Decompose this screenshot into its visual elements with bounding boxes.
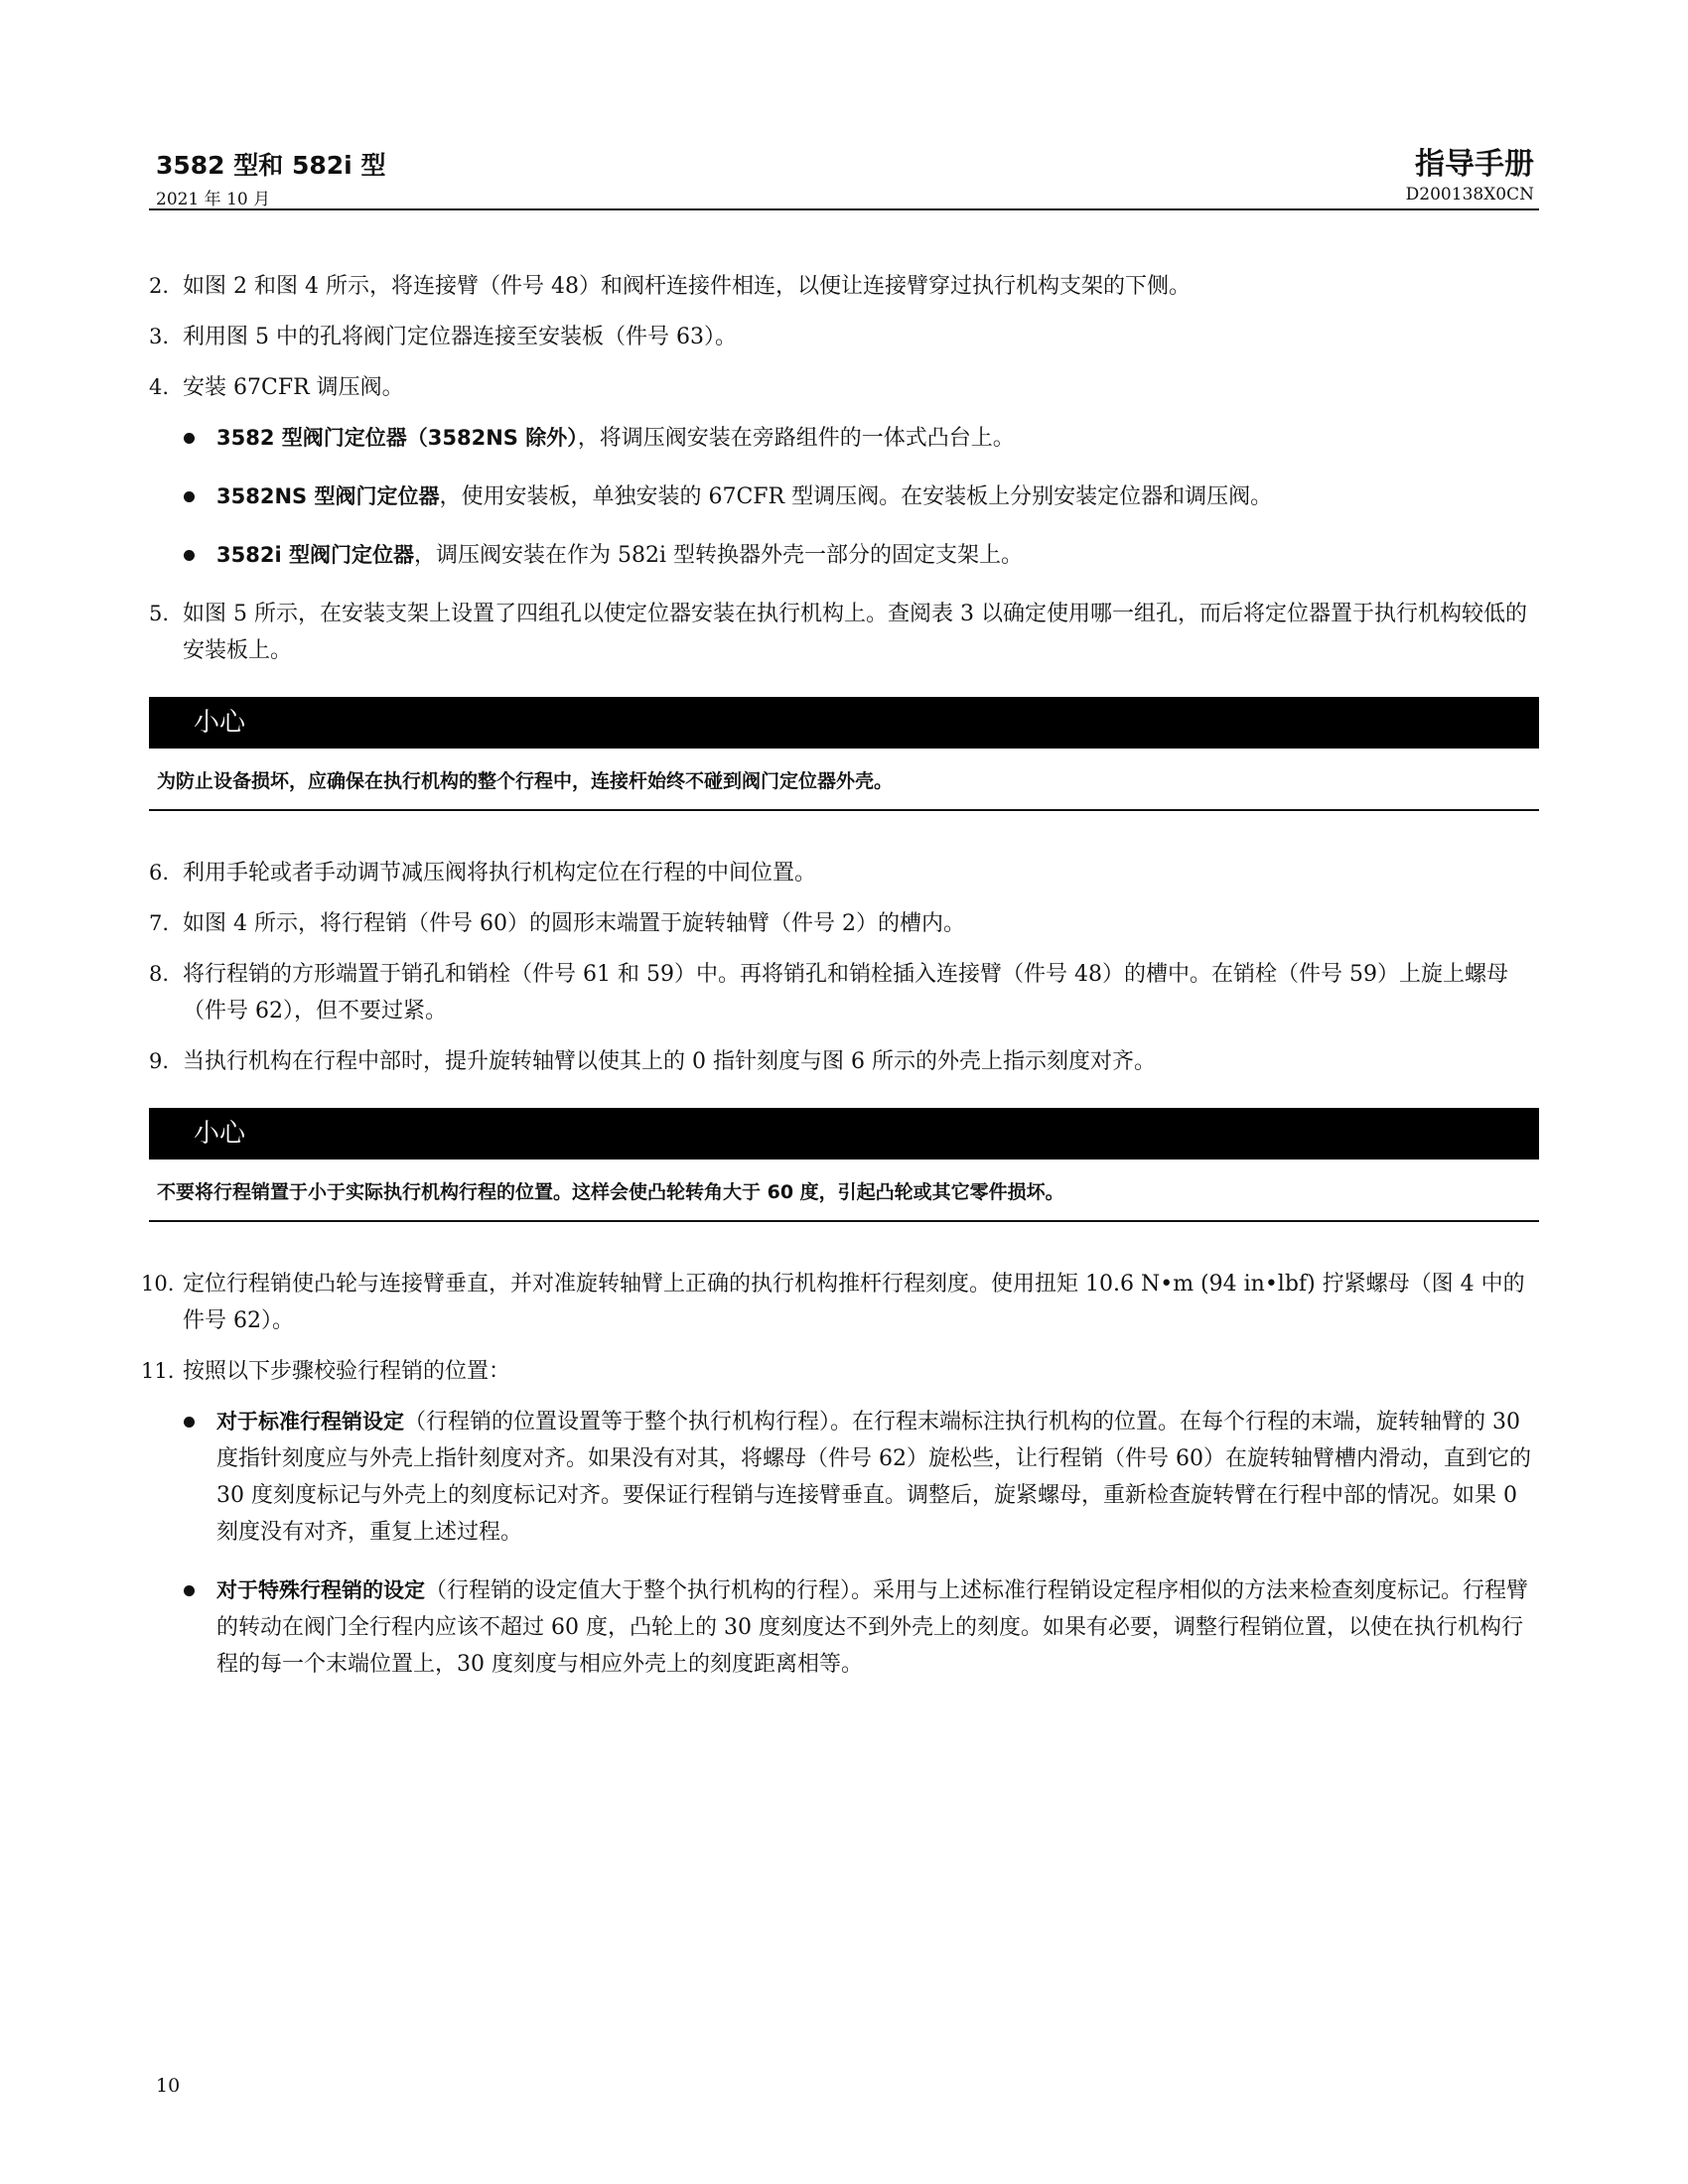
step-text: 当执行机构在行程中部时，提升旋转轴臂以使其上的 0 指针刻度与图 6 所示的外壳上指示刻度对齐。: [183, 1049, 1156, 1074]
step-text: 安装 67CFR 调压阀。: [183, 375, 404, 400]
bullet-text: ，使用安装板，单独安装的 67CFR 型调压阀。在安装板上分别安装定位器和调压阀。: [439, 484, 1273, 509]
bullet-item: [149, 537, 1539, 574]
caution-text: 不要将行程销置于小于实际执行机构行程的位置。这样会使凸轮转角大于 60 度，引起凸轮或其它零件损坏。: [149, 1160, 1539, 1222]
step-text: 将行程销的方形端置于销孔和销栓（件号 61 和 59）中。再将销孔和销栓插入连接臂（件号 48）的槽中。在销栓（件号 59）上旋上螺母（件号 62），但不要过紧。: [183, 962, 1508, 1024]
step-5: [149, 596, 1539, 669]
caution-text: 为防止设备损坏，应确保在执行机构的整个行程中，连接杆始终不碰到阀门定位器外壳。: [149, 749, 1539, 811]
step-4-bullet-list: [149, 420, 1539, 574]
caution-label: 小心: [149, 697, 1539, 749]
step-3: [149, 319, 1539, 355]
step-text: 如图 4 所示，将行程销（件号 60）的圆形末端置于旋转轴臂（件号 2）的槽内。: [183, 911, 965, 936]
bullet-dot-icon: [184, 491, 195, 502]
bullet-text: ，调压阀安装在作为 582i 型转换器外壳一部分的固定支架上。: [413, 543, 1023, 568]
step-text: 利用图 5 中的孔将阀门定位器连接至安装板（件号 63）。: [183, 325, 737, 349]
step-text: 利用手轮或者手动调节减压阀将执行机构定位在行程的中间位置。: [183, 861, 817, 886]
bullet-item: [149, 420, 1539, 457]
header-doc-number: D200138X0CN: [1405, 185, 1534, 205]
bullet-dot-icon: [184, 1585, 195, 1596]
step-number: 7.: [149, 911, 170, 935]
bullet-item: [149, 1404, 1539, 1551]
bullet-text: ，将调压阀安装在旁路组件的一体式凸台上。: [577, 426, 1015, 451]
step-text: 如图 5 所示，在安装支架上设置了四组孔以使定位器安装在执行机构上。查阅表 3 以确定使用哪一组孔，而后将定位器置于执行机构较低的安装板上。: [183, 602, 1527, 663]
header-model-title: 3582 型和 582i 型: [156, 151, 386, 180]
step-7: [149, 905, 1539, 942]
page-number: 10: [156, 2075, 181, 2097]
step-number: 5.: [149, 602, 170, 625]
step-11-bullet-list: [149, 1404, 1539, 1683]
bullet-bold-lead: 3582i 型阀门定位器: [216, 543, 414, 567]
caution-box-2: [149, 1108, 1539, 1222]
step-6: [149, 855, 1539, 891]
bullet-dot-icon: [184, 1417, 195, 1428]
header-manual-title: 指导手册: [1415, 147, 1534, 182]
bullet-bold-lead: 3582 型阀门定位器（3582NS 除外）: [216, 426, 578, 450]
bullet-dot-icon: [184, 550, 195, 561]
step-text: 按照以下步骤校验行程销的位置：: [183, 1359, 511, 1384]
bullet-bold-lead: 3582NS 型阀门定位器: [216, 484, 440, 508]
step-11: [141, 1353, 1539, 1390]
step-number: 10.: [141, 1272, 175, 1296]
header-rule: [149, 208, 1539, 210]
bullet-bold-lead: 对于标准行程销设定: [216, 1410, 404, 1433]
caution-box-1: [149, 697, 1539, 811]
step-text: 如图 2 和图 4 所示，将连接臂（件号 48）和阀杆连接件相连，以便让连接臂穿过执行机构支架的下侧。: [183, 274, 1191, 299]
bullet-item: [149, 478, 1539, 515]
bullet-text: （行程销的设定值大于整个执行机构的行程）。采用与上述标准行程销设定程序相似的方法来检查刻度标记。行程臂的转动在阀门全行程内应该不超过 60 度，凸轮上的 30 度刻度达不到外壳上的刻度。如果有必要，调整行程销位置，以使在执行机构行程的每一个末端位置上，30 度刻度与相应外壳上的刻度距离相等。: [216, 1578, 1529, 1677]
step-9: [149, 1043, 1539, 1080]
step-number: 2.: [149, 274, 170, 298]
bullet-item: [149, 1572, 1539, 1683]
step-number: 11.: [141, 1359, 175, 1383]
bullet-text: （行程销的位置设置等于整个执行机构行程）。在行程末端标注执行机构的位置。在每个行程的末端，旋转轴臂的 30 度指针刻度应与外壳上指针刻度对齐。如果没有对其，将螺母（件号 62）旋松些，让行程销（件号 60）在旋转轴臂槽内滑动，直到它的 30 度刻度标记与外壳上的刻度标记对齐。要保证行程销与连接臂垂直。调整后，旋紧螺母，重新检查旋转臂在行程中部的情况。如果 0 刻度没有对齐，重复上述过程。: [216, 1410, 1531, 1545]
step-number: 6.: [149, 861, 170, 885]
step-text: 定位行程销使凸轮与连接臂垂直，并对准旋转轴臂上正确的执行机构推杆行程刻度。使用扭矩 10.6 N•m (94 in•lbf) 拧紧螺母（图 4 中的件号 62）。: [183, 1272, 1525, 1333]
step-number: 3.: [149, 325, 170, 348]
step-number: 8.: [149, 962, 170, 986]
step-number: 4.: [149, 375, 170, 399]
step-4: [149, 369, 1539, 406]
step-2: [149, 268, 1539, 305]
caution-label: 小心: [149, 1108, 1539, 1160]
step-number: 9.: [149, 1049, 170, 1073]
header-date: 2021 年 10 月: [156, 190, 271, 209]
step-8: [149, 956, 1539, 1029]
bullet-dot-icon: [184, 433, 195, 444]
bullet-bold-lead: 对于特殊行程销的设定: [216, 1578, 425, 1602]
page-content: [141, 268, 1539, 1705]
step-10: [141, 1266, 1539, 1339]
